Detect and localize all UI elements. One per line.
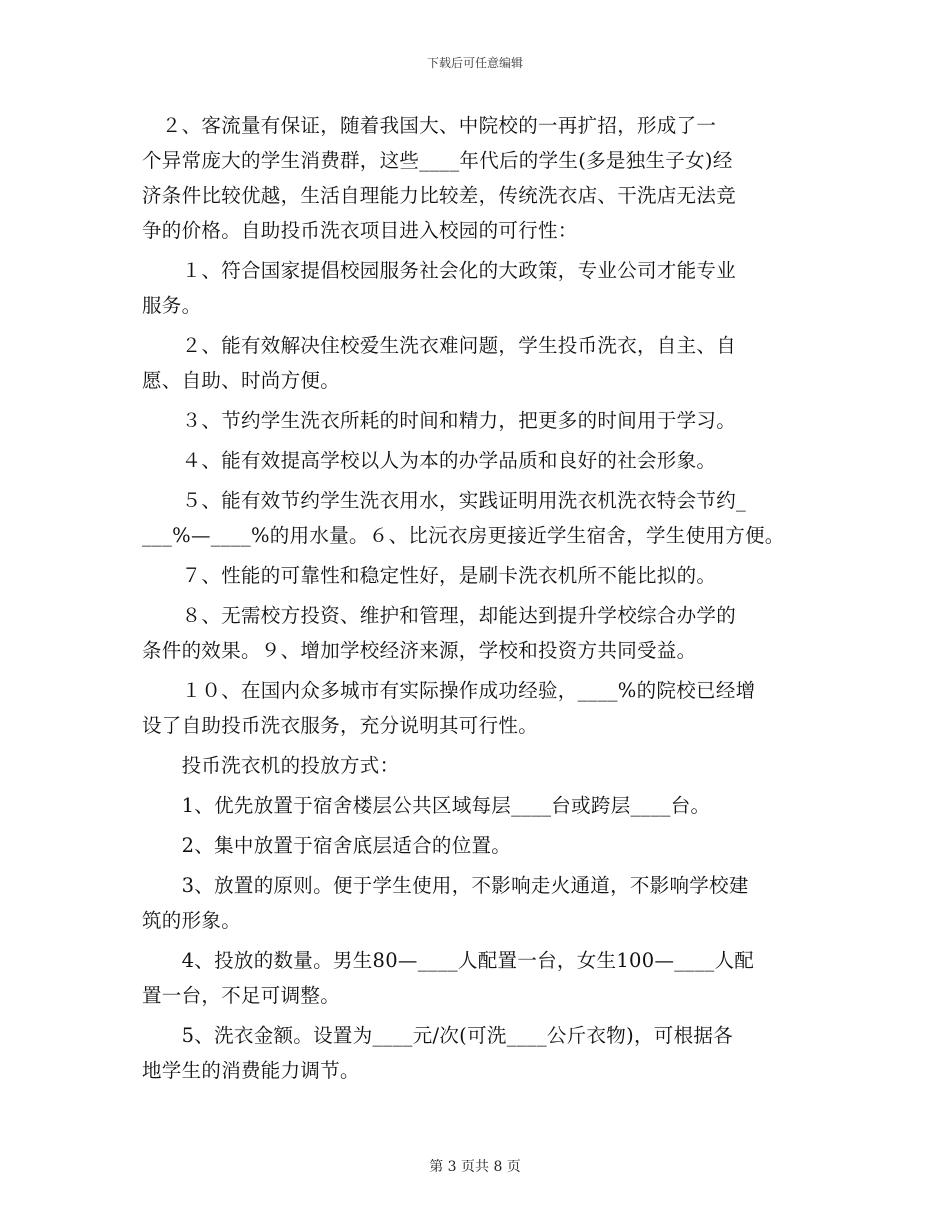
paragraph (142, 108, 822, 248)
text-line: 个异常庞大的学生消费群，这些____年代后的学生(多是独生子女)经 (142, 149, 733, 172)
text-line: 筑的形象。 (142, 909, 242, 932)
text-line: ３、节约学生洗衣所耗的时间和精力，把更多的时间用于学习。 (142, 409, 737, 432)
text-line: 条件的效果。９、增加学校经济来源，学校和投资方共同受益。 (142, 639, 697, 662)
paragraph (142, 788, 822, 823)
paragraph (142, 868, 822, 938)
text-line: ２、能有效解决住校爱生洗衣难问题，学生投币洗衣，自主、自 (142, 334, 737, 357)
paragraph (142, 598, 822, 668)
text-line: 置一台，不足可调整。 (142, 984, 341, 1007)
paragraph (142, 403, 822, 438)
text-line: １、符合国家提倡校园服务社会化的大政策，专业公司才能专业 (142, 259, 737, 282)
text-line: 2、集中放置于宿舍底层适合的位置。 (142, 834, 512, 857)
paragraph (142, 443, 822, 478)
paragraph (142, 328, 822, 398)
paragraph (142, 253, 822, 323)
paragraph (142, 828, 822, 863)
paragraph (142, 748, 822, 783)
text-line: ___%—____%的用水量。６、比沅衣房更接近学生宿舍，学生使用方便。 (142, 524, 785, 547)
text-line: 投币洗衣机的投放方式： (142, 754, 400, 777)
page-header: 下载后可任意编辑 (426, 56, 523, 70)
text-line: 3、放置的原则。便于学生使用，不影响走火通道，不影响学校建 (142, 874, 749, 897)
text-line: 1、优先放置于宿舍楼层公共区域每层____台或跨层____台。 (142, 794, 711, 817)
text-line: 争的价格。自助投币洗衣项目进入校园的可行性： (142, 219, 578, 242)
text-line: ７、性能的可靠性和稳定性好，是刷卡洗衣机所不能比拟的。 (142, 564, 717, 587)
text-line: 5、洗衣金额。设置为____元/次(可洗____公斤衣物)，可根据各 (142, 1024, 733, 1047)
paragraph (142, 943, 822, 1013)
page-number: 第 3 页共 8 页 (429, 1159, 521, 1175)
paragraph (142, 673, 822, 743)
paragraph (142, 1018, 822, 1088)
text-line: ５、能有效节约学生洗衣用水，实践证明用洗衣机洗衣特会节约_ (142, 489, 747, 512)
document-body (142, 108, 822, 1088)
paragraph (142, 558, 822, 593)
text-line: 愿、自助、时尚方便。 (142, 369, 341, 392)
text-line: 4、投放的数量。男生80—____人配置一台，女生100—____人配 (142, 949, 755, 972)
paragraph (142, 483, 822, 553)
text-line: ２、客流量有保证，随着我国大、中院校的一再扩招，形成了一 (142, 114, 717, 137)
text-line: 服务。 (142, 294, 202, 317)
text-line: 济条件比较优越，生活自理能力比较差，传统洗衣店、干洗店无法竞 (142, 184, 737, 207)
text-line: ８、无需校方投资、维护和管理，却能达到提升学校综合办学的 (142, 604, 737, 627)
text-line: 设了自助投币洗衣服务，充分说明其可行性。 (142, 714, 539, 737)
text-line: 地学生的消费能力调节。 (142, 1059, 360, 1082)
text-line: １０、在国内众多城市有实际操作成功经验，____%的院校已经增 (142, 679, 756, 702)
text-line: ４、能有效提高学校以人为本的办学品质和良好的社会形象。 (142, 449, 717, 472)
